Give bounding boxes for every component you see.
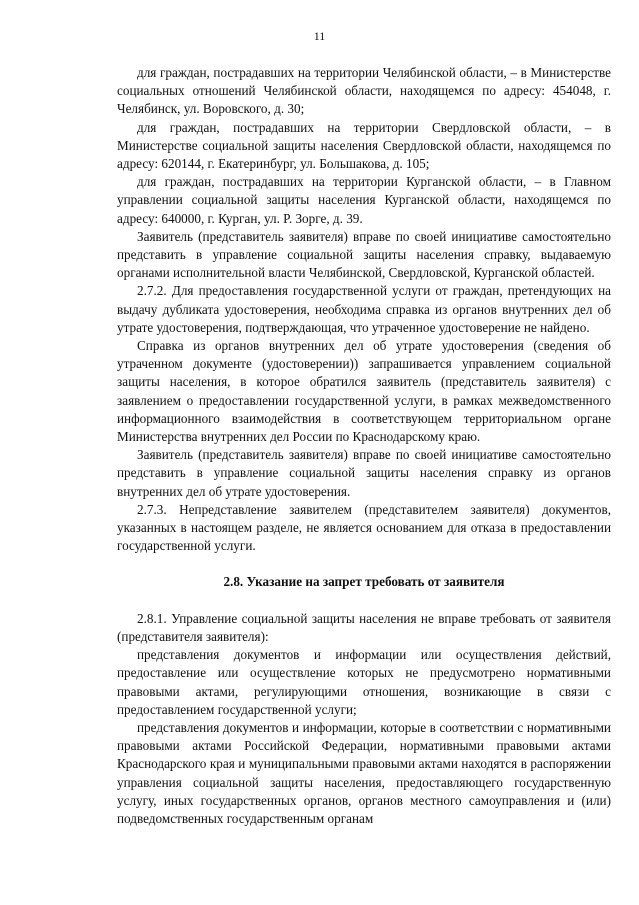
paragraph-2-7-3: 2.7.3. Непредставление заявителем (представителем заявителя) документов, указанных в настоящем разделе, не является основанием для отказа в предоставлении государственной услуги.	[117, 501, 611, 554]
paragraph-documents-actions: представления документов и информации или осуществления действий, предоставление или осуществление которых не предусмотрено нормативными правовыми актами, регулирующими отношения, возникающие в связи с предоставлением государственной услуги;	[117, 647, 611, 717]
paragraph-sverdlovsk: для граждан, пострадавших на территории Свердловской области, – в Министерстве социальной защиты населения Свердловской области, находящемся по адресу: 620144, г. Екатеринбург, ул. Большакова, д. 105;	[117, 119, 611, 172]
paragraph-kurgan: для граждан, пострадавших на территории Курганской области, – в Главном управлении социальной защиты населения Курганской области, находящемся по адресу: 640000, г. Курган, ул. Р. Зорге, д. 39.	[117, 174, 611, 226]
paragraph-applicant-right-police: Заявитель (представитель заявителя) вправе по своей инициативе самостоятельно представить в управление социальной защиты населения справку из органов внутренних дел об утрате удостоверения.	[117, 447, 611, 499]
page-number: 11	[313, 29, 326, 43]
paragraph-2-8-1: 2.8.1. Управление социальной защиты населения не вправе требовать от заявителя (представителя заявителя):	[117, 610, 611, 644]
paragraph-police-certificate: Справка из органов внутренних дел об утрате удостоверения (сведения об утраченном документе (удостоверении)) запрашивается управлением социальной защиты населения, в которое обратился заявитель (представитель заявителя) с заявлением о предоставлении государственной услуги, в рамках межведомственного информационного взаимодействия в соответствующем территориальном органе Министерства внутренних дел России по Краснодарскому краю.	[117, 338, 611, 445]
document-body	[117, 64, 611, 828]
paragraph-chelyabinsk: для граждан, пострадавших на территории Челябинской области, – в Министерстве социальных отношений Челябинской области, находящемся по адресу: 454048, г. Челябинск, ул. Воровского, д. 30;	[117, 65, 611, 117]
paragraph-documents-information: представления документов и информации, которые в соответствии с нормативными правовыми актами Российской Федерации, нормативными правовыми актами Краснодарского края и муниципальными правовыми актами находятся в распоряжении управления социальной защиты населения, предоставляющего государственную услугу, иных государственных органов, органов местного самоуправления и (или) подведомственных государственным органам	[117, 719, 611, 826]
paragraph-2-7-2: 2.7.2. Для предоставления государственной услуги от граждан, претендующих на выдачу дубликата удостоверения, необходима справка из органов внутренних дел об утрате удостоверения, подтверждающая, что утраченное удостоверение не найдено.	[117, 283, 611, 335]
section-heading: 2.8. Указание на запрет требовать от заявителя	[223, 574, 505, 590]
paragraph-applicant-right: Заявитель (представитель заявителя) вправе по своей инициативе самостоятельно представить в управление социальной защиты населения справку, выдаваемую органами исполнительной власти Челябинской, Свердловской, Курганской областей.	[117, 228, 611, 281]
